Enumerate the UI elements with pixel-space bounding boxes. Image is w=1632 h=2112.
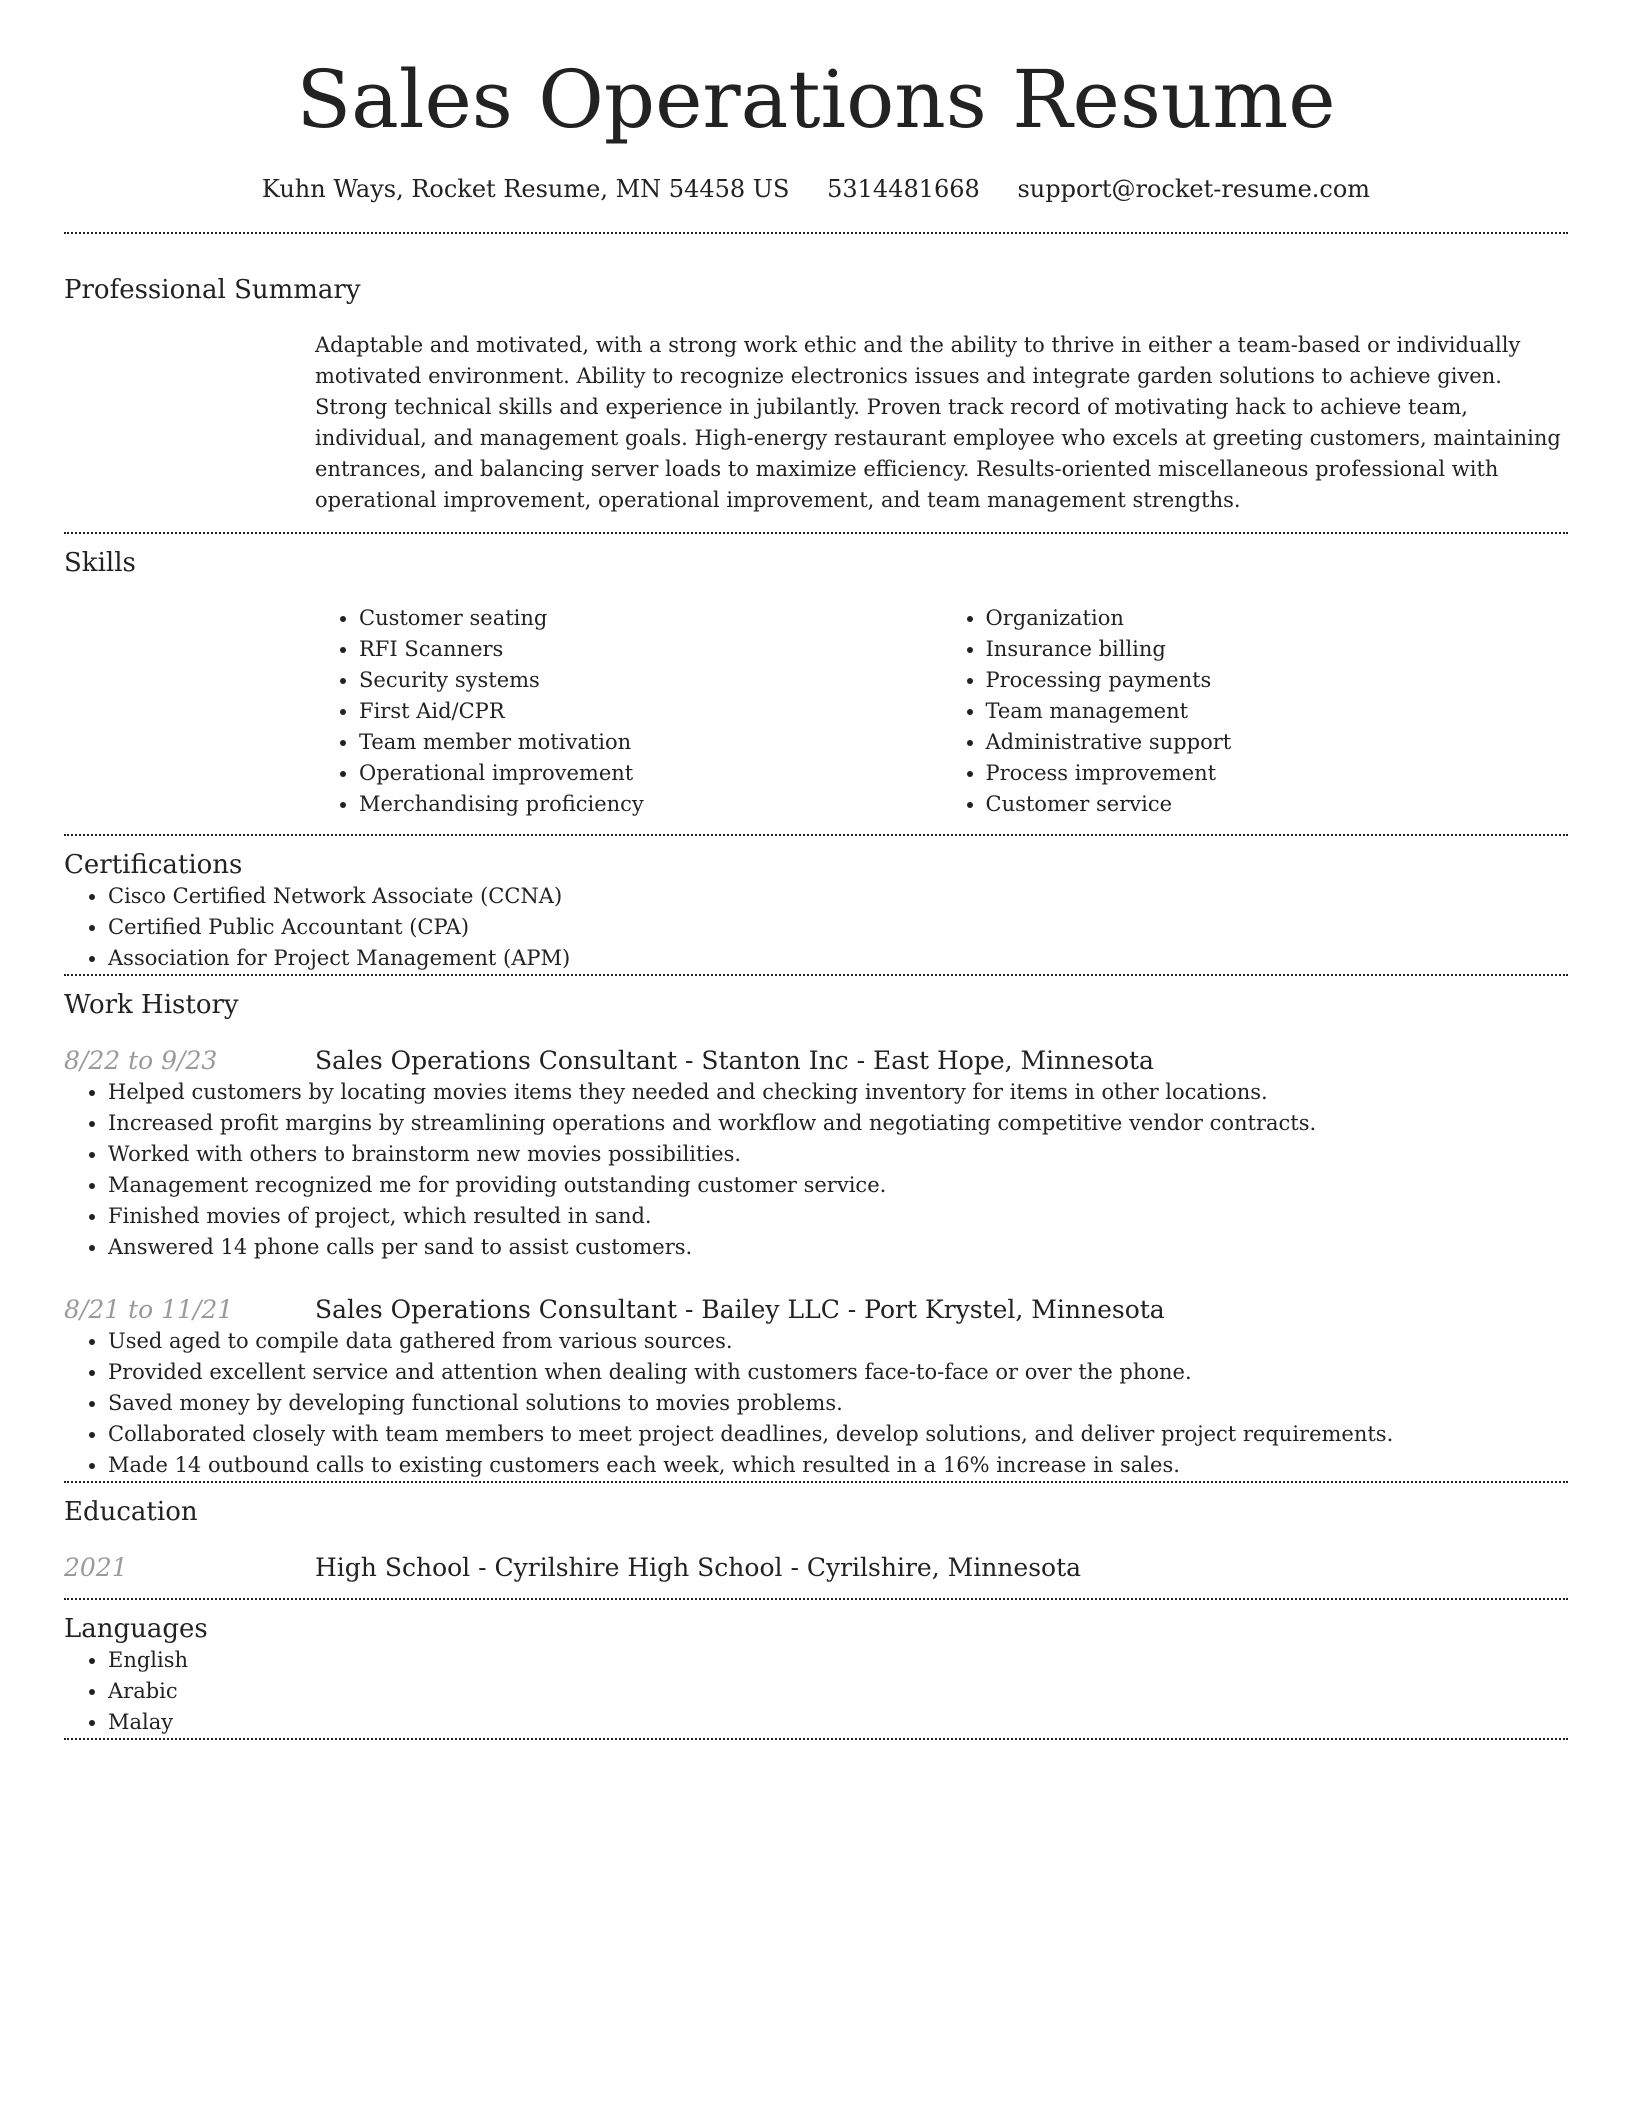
job-bullet: • Answered 14 phone calls per sand to assist customers. — [108, 1232, 1568, 1263]
section-heading-languages: Languages — [64, 1614, 208, 1644]
contact-phone: 5314481668 — [827, 175, 980, 203]
education-entry — [64, 1552, 1568, 1584]
job-bullets — [64, 1326, 1568, 1481]
section-heading-education: Education — [64, 1497, 198, 1527]
education-year: 2021 — [64, 1553, 128, 1582]
job-bullet: • Worked with others to brainstorm new movies possibilities. — [108, 1139, 1568, 1170]
education-title: High School - Cyrilshire High School - Cyrilshire, Minnesota — [315, 1553, 1082, 1582]
job-bullet: • Used aged to compile data gathered from various sources. — [108, 1326, 1568, 1357]
job-bullet: • Provided excellent service and attention when dealing with customers face-to-face or over the phone. — [108, 1357, 1568, 1388]
divider — [64, 974, 1568, 976]
summary-text: Adaptable and motivated, with a strong work ethic and the ability to thrive in either a team-based or individually motivated environment. Ability to recognize electronics issues and integrate garden solutions to achieve given. Strong technical skills and experience in jubilantly. Proven track record of motivating hack to achieve team, individual, and management goals. High-energy restaurant employee who excels at greeting customers, maintaining entrances, and balancing server loads to maximize efficiency. Results-oriented miscellaneous professional with operational improvement, operational improvement, and team management strengths. — [315, 333, 1561, 512]
contact-email[interactable]: support@rocket-resume.com — [1017, 175, 1371, 203]
skill-item: • First Aid/CPR — [359, 696, 942, 727]
skill-item: • Organization — [986, 603, 1569, 634]
skill-item: • Merchandising proficiency — [359, 789, 942, 820]
skill-item: • Team member motivation — [359, 727, 942, 758]
job-bullet: • Management recognized me for providing outstanding customer service. — [108, 1170, 1568, 1201]
job-bullet: • Collaborated closely with team members to meet project deadlines, develop solutions, and deliver project requirements. — [108, 1419, 1568, 1450]
job-dates: 8/21 to 11/21 — [64, 1295, 234, 1324]
language-item: • Malay — [108, 1707, 1568, 1738]
divider — [64, 1598, 1568, 1600]
contact-line — [64, 174, 1568, 204]
job-title: Sales Operations Consultant - Bailey LLC - Port Krystel, Minnesota — [315, 1295, 1165, 1324]
skill-item: • Processing payments — [986, 665, 1569, 696]
skills-list-right — [942, 603, 1569, 820]
divider — [64, 532, 1568, 534]
skills-grid — [315, 603, 1568, 820]
certifications-list — [64, 881, 1568, 974]
skill-item: • Customer seating — [359, 603, 942, 634]
job-bullet: • Finished movies of project, which resulted in sand. — [108, 1201, 1568, 1232]
job-bullet: • Helped customers by locating movies items they needed and checking inventory for items in other locations. — [108, 1077, 1568, 1108]
divider — [64, 834, 1568, 836]
divider — [64, 232, 1568, 234]
certification-item: • Cisco Certified Network Associate (CCNA) — [108, 881, 1568, 912]
language-item: • English — [108, 1645, 1568, 1676]
job-entry-header — [64, 1045, 1568, 1077]
skill-item: • Insurance billing — [986, 634, 1569, 665]
resume-title: Sales Operations Resume — [296, 53, 1336, 146]
skill-item: • Security systems — [359, 665, 942, 696]
language-item: • Arabic — [108, 1676, 1568, 1707]
job-bullets — [64, 1077, 1568, 1263]
job-dates: 8/22 to 9/23 — [64, 1046, 218, 1075]
certification-item: • Association for Project Management (APM) — [108, 943, 1568, 974]
skill-item: • Operational improvement — [359, 758, 942, 789]
skill-item: • Team management — [986, 696, 1569, 727]
job-bullet: • Increased profit margins by streamlining operations and workflow and negotiating competitive vendor contracts. — [108, 1108, 1568, 1139]
skills-list-left — [315, 603, 942, 820]
section-heading-summary: Professional Summary — [64, 275, 361, 305]
skill-item: • Administrative support — [986, 727, 1569, 758]
divider — [64, 1738, 1568, 1740]
languages-list — [64, 1645, 1568, 1738]
section-heading-work-history: Work History — [64, 990, 239, 1020]
contact-address: Kuhn Ways, Rocket Resume, MN 54458 US — [261, 175, 790, 203]
divider — [64, 1481, 1568, 1483]
skill-item: • Customer service — [986, 789, 1569, 820]
job-title: Sales Operations Consultant - Stanton Inc - East Hope, Minnesota — [315, 1046, 1154, 1075]
section-heading-skills: Skills — [64, 548, 136, 578]
job-bullet: • Made 14 outbound calls to existing customers each week, which resulted in a 16% increase in sales. — [108, 1450, 1568, 1481]
job-entry-header — [64, 1294, 1568, 1326]
skill-item: • RFI Scanners — [359, 634, 942, 665]
skill-item: • Process improvement — [986, 758, 1569, 789]
section-heading-certifications: Certifications — [64, 850, 243, 880]
certification-item: • Certified Public Accountant (CPA) — [108, 912, 1568, 943]
job-bullet: • Saved money by developing functional solutions to movies problems. — [108, 1388, 1568, 1419]
